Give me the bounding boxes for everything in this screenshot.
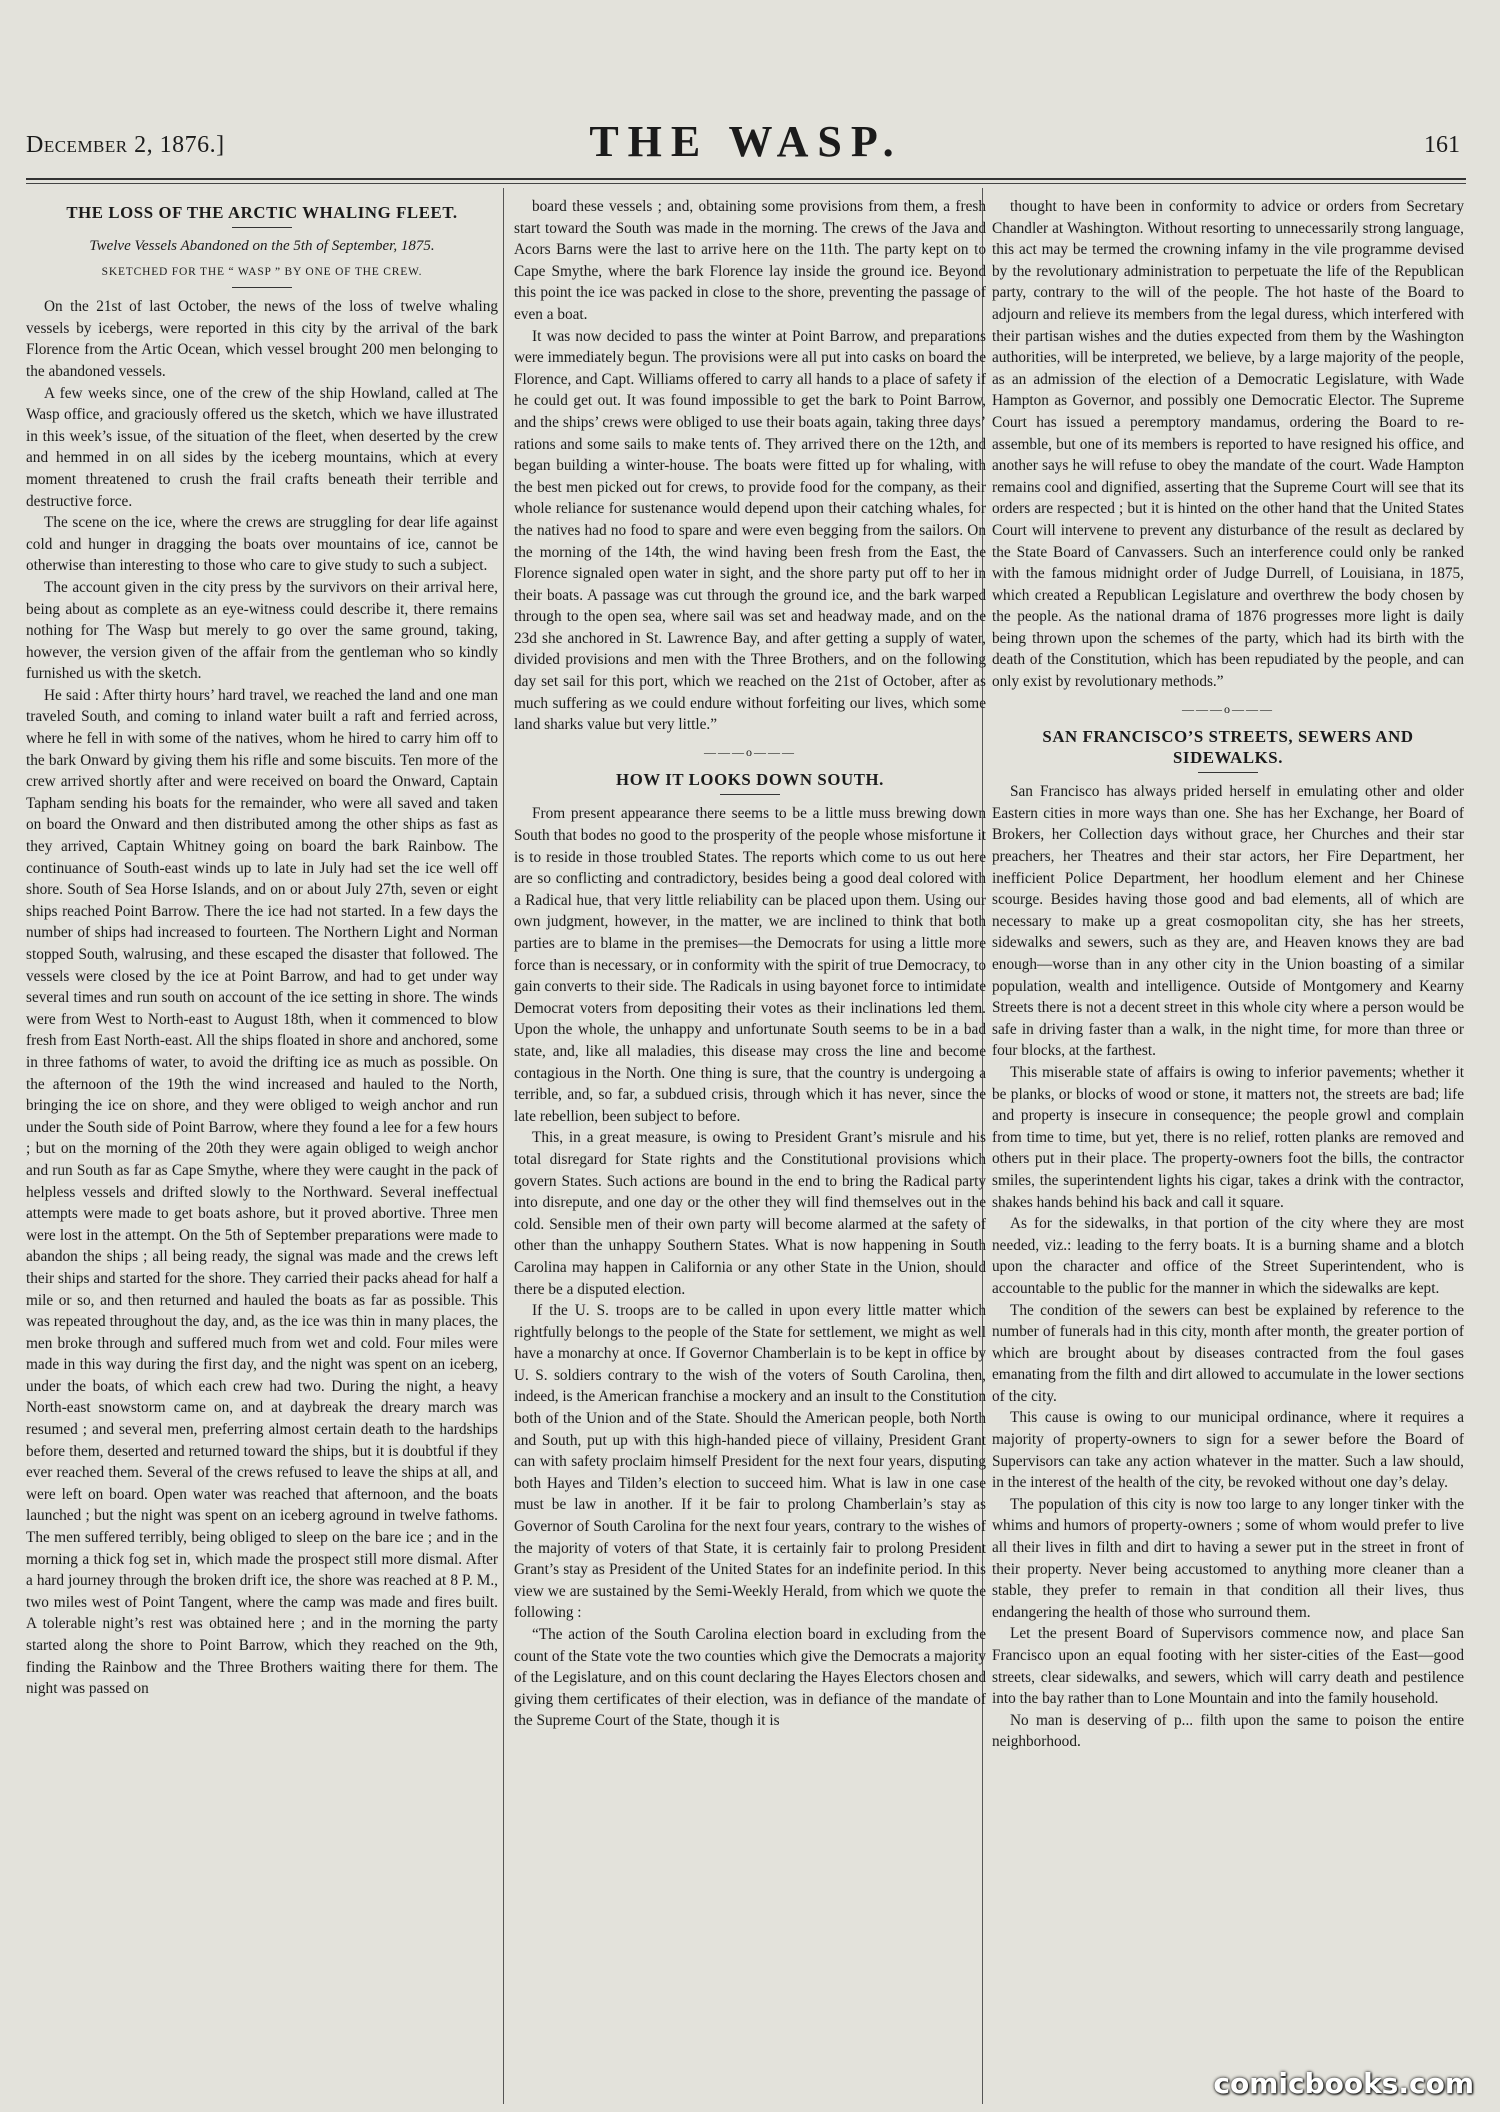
subhead-whaling: Twelve Vessels Abandoned on the 5th of September, 1875. (89, 238, 435, 254)
paragraph: From present appearance there seems to be a little muss brewing down South that bodes no good to the prosperity of the people whose misfortune it is to reside in those troubled States. The reports which come to us out here are so conflicting and contradictory, besides being a good deal colored with a Radical hue, that very little reliability can be placed upon them. Using our own judgment, however, in the matter, we are inclined to think that both parties are to blame in the premises—the Democrats for using a little more force than is necessary, or in conformity with the spirit of true Democracy, to gain converts to their side. The Radicals in using bayonet force to intimidate Democrat voters from depositing their votes as their inclinations led them. Upon the whole, the unhappy and unfortunate South seems to be in a bad state, and, like all maladies, this disease may cross the line and become contagious in the North. One thing is sure, that the country is undergoing a terrible, and, so far, a subdued crisis, through which it has never, since the late rebellion, been subject to before. (514, 805, 986, 1125)
short-rule (720, 794, 780, 795)
paragraph: It was now decided to pass the winter at Point Barrow, and preparations were immediately begun. The provisions were all put into casks on board the Florence, and Capt. Williams offered to carry all hands to a place of safety if he could get out. It was found impossible to get the bark to Point Barrow, and the ships’ crews were obliged to use their boats again, taking three days’ rations and some sails to make tents of. They arrived there on the 12th, and began building a winter-house. The boats were fitted up for whaling, with the best men picked out for crews, to provide food for the company, as their whole reliance for sustenance would depend upon their catching whales, for the natives had no food to spare and were even begging from the sailors. On the morning of the 14th, the wind having been fresh from the East, the Florence signaled open water in sight, and the shore party put off to her in their boats. A passage was cut through the ground ice, and the bark warped through to the open sea, where sail was set and headway made, and on the 23d she anchored in St. Lawrence Bay, and after getting a supply of water, divided provisions and men with the Three Brothers, and on the following day set sail for this port, which we reached on the 21st of October, after as much suffering as we could endure without forfeiting our lives, which some land sharks value but very little.” (514, 327, 986, 734)
section-divider: ———o——— (1182, 701, 1274, 716)
short-rule (232, 227, 292, 228)
paragraph: The scene on the ice, where the crews are struggling for dear life against cold and hunger in dragging the boats over mountains of ice, cannot be otherwise than interesting to those who care to give study to such a subject. (26, 514, 498, 575)
whaling-body (26, 296, 498, 1700)
page-number: 161 (1424, 132, 1460, 158)
column-1 (26, 196, 498, 2106)
short-rule (232, 287, 292, 288)
streets-body (992, 781, 1464, 1753)
paragraph: San Francisco has always prided herself in emulating other and older Eastern cities in more ways than one. She has her Exchange, her Board of Brokers, her Collection days without grace, her Churches and their star preachers, her Theatres and their star actors, her Fire Department, her inefficient Police Department, her hoodlum element and her Chinese scourge. Besides having those good and bad elements, all of which are necessary to make up a great cosmopolitan city, she has her streets, sidewalks and sewers, such as they are, and Heaven knows they are bad enough—worse than in any other city in the Union boasting of a similar population, wealth and intelligence. Outside of Montgomery and Kearny Streets there is not a decent street in this whole city where a person would be safe in driving faster than a walk, in the night time, for more than three or four blocks, at the farthest. (992, 783, 1464, 1060)
paragraph: thought to have been in conformity to advice or orders from Secretary Chandler at Washington. Without resorting to unnecessarily strong language, this act may be termed the crowning infamy in the vile programme devised by the revolutionary administration to perpetuate the life of the Republican party, contrary to the will of the people. The hot haste of the Board to adjourn and relieve its members from the legal duress, which interfered with their partisan wishes and the duties expected from them by the Washington authorities, will be interpreted, we believe, by a large majority of the people, as an admission of the election of a Democratic Legislature, with Wade Hampton as Governor, and possibly one Democratic Elector. The Supreme Court has issued a peremptory mandamus, ordering the Board to re-assemble, but one of its members is reported to have resigned his office, and another says he will refuse to obey the mandate of the court. Wade Hampton remains cool and dignified, asserting that the Supreme Court will see that its orders are respected ; but it is hinted on the other hand that the United States Court will intervene to prevent any disturbance of the result as declared by the State Board of Canvassers. Such an interference could only be ranked with the famous midnight order of Judge Durrell, of Louisiana, in 1875, which created a Republican Legislature and overthrew the body chosen by the people. As the national drama of 1876 progresses more light is daily being thrown upon the schemes of the party, which had its birth with the death of the Constitution, which has been repudiated by the people, and can only exist by revolutionary methods.” (992, 198, 1464, 691)
masthead (26, 116, 1466, 172)
paragraph: The population of this city is now too large to any longer tinker with the whims and humors of property-owners ; some of whom would prefer to live all their lives in filth and dirt to having a sewer put in the street in front of their property. Never being accustomed to anything more cleaner than a stable, they prefer to remain in that condition all their lives, thus endangering the health of those who surround them. (992, 1495, 1464, 1621)
headline-whaling: THE LOSS OF THE ARCTIC WHALING FLEET. (66, 203, 458, 222)
paragraph: Let the present Board of Supervisors commence now, and place San Francisco upon an equal footing with her sister-cities of the East—good streets, clear sidewalks, and sewers, which will carry death and pestilence into the bay rather than to Lone Mountain and into the family household. (992, 1625, 1464, 1708)
paragraph: As for the sidewalks, in that portion of the city where they are most needed, viz.: leading to the ferry boats. It is a burning shame and a blotch upon the character and office of the Street Superintendent, who is accountable to the public for the manner in which the sidewalks are kept. (992, 1215, 1464, 1297)
south-body (514, 803, 986, 1732)
paragraph: board these vessels ; and, obtaining some provisions from them, a fresh start toward the South was made in the morning. The crews of the Java and Acors Barns were the last to arrive here on the 11th. The party kept on to Cape Smythe, where the bark Florence lay inside the ground ice. Beyond this point the ice was packed in close to the shore, preventing the passage of even a boat. (514, 198, 986, 323)
paragraph: A few weeks since, one of the crew of the ship Howland, called at The Wasp office, and graciously offered us the sketch, which we have illustrated in this week’s issue, of the situation of the fleet, when deserted by the crew and hemmed in on all sides by the iceberg mountains, which at every moment threatened to crush the frail crafts beneath their terrible and destructive force. (26, 384, 498, 510)
column-3 (992, 196, 1464, 2106)
masthead-rule (26, 178, 1466, 180)
column-2 (514, 196, 986, 2106)
paragraph: On the 21st of last October, the news of the loss of twelve whaling vessels by icebergs, were reported in this city by the arrival of the bark Florence from the Artic Ocean, which vessel brought 200 men belonging to the abandoned vessels. (26, 298, 498, 380)
paragraph: This cause is owing to our municipal ordinance, where it requires a majority of property-owners to sign for a sewer before the Board of Supervisors can take any action whatever in the matter. Such a law should, in the interest of the health of the city, be revoked without one day’s delay. (992, 1409, 1464, 1492)
whaling-body-continued (514, 196, 986, 736)
paragraph: He said : After thirty hours’ hard travel, we reached the land and one man traveled South, and coming to inland water built a raft and ferried across, where he fell in with some of the natives, whom he hired to carry him off to the bark Onward by giving them his rifle and some biscuits. Ten more of the crew arrived shortly after and were received on board the Onward, Captain Tapham sending his boats for the remainder, who were all saved and taken on board the Onward and then distributed among the other ships as fast as they arrived, Captain Whitney going on board the bark Rainbow. The continuance of South-east winds up to late in July had set the ice well off shore. South of Sea Horse Islands, and on or about July 27th, seven or eight ships reached Point Barrow. There the ice had not started. In a few days the number of ships had increased to fourteen. The Northern Light and Norman stopped South, walrusing, and these escaped the disaster that followed. The vessels were closed by the ice at Point Barrow, and had to get under way several times and run south on account of the ice setting in shore. The winds were from West to North-east to August 18th, when it commenced to blow fresh from East North-east. All the ships floated in shore and anchored, some in three fathoms of water, to avoid the drifting ice as much as possible. On the afternoon of the 19th the wind increased and hauled to the North, bringing the ice on shore, and they were obliged to weigh anchor and run under the South side of Point Barrow, where they found a lee for a few hours ; but on the morning of the 20th they were again obliged to weigh anchor and run South as far as Cape Smythe, where they were caught in the pack of helpless vessels and drifted slowly to the Northward. Several ineffectual attempts were made to get boats ashore, but it proved abortive. Three men were lost in the attempt. On the 5th of September preparations were made to abandon the ships ; all being ready, the signal was made and the crews left their ships and started for the shore. They carried their packs ahead for half a mile or so, and then returned and hauled the boats as far as possible. This was repeated throughout the day, and, as the ice was thin in many places, the men broke through and suffered much from wet and cold. Four miles were made in this way during the first day, and the night was spent on an iceberg, under the boats, of which each crew had two. During the night, a heavy North-east snowstorm came on, and at daybreak the dreary march was resumed ; and several men, preferring almost certain death to the hardships before them, deserted and returned toward the ships, but it is doubtful if they ever reached them. Several of the crews refused to leave the ships at all, and were left on board. Open water was reached that afternoon, and the boats launched ; but the night was spent on an iceberg aground in twelve fathoms. The men suffered terribly, being obliged to sleep on the bare ice ; and in the morning a thick fog set in, which made the prospect still more dismal. After a hard journey through the broken drift ice, the shore was reached at 8 P. M., two miles west of Point Tangent, where the camp was made and fires built. A tolerable night’s rest was obtained here ; and in the morning the party started along the shore to Point Barrow, which they reached on the 9th, finding the Rainbow and the Three Brothers waiting there for them. The night was passed on (26, 686, 498, 1698)
issue-date: December 2, 1876.] (26, 132, 225, 158)
section-divider: ———o——— (704, 744, 796, 759)
publication-title: THE WASP. (589, 117, 903, 166)
paragraph: The condition of the sewers can best be explained by reference to the number of funerals had in this city, month after month, the greater portion of which are brought about by diseases contracted from the foul gases emanating from the filth and dirt allowed to accumulate in the lower sections of the city. (992, 1301, 1464, 1405)
column-divider (503, 188, 504, 2104)
paragraph: “The action of the South Carolina election board in excluding from the count of the State vote the two counties which give the Democrats a majority of the Legislature, and on this count declaring the Hayes Electors chosen and giving them certificates of their election, was in defiance of the mandate of the Supreme Court of the State, though it is (514, 1626, 986, 1730)
paragraph: If the U. S. troops are to be called in upon every little matter which rightfully belongs to the people of the State for settlement, we might as well have a monarchy at once. If Governor Chamberlain is to be kept in office by U. S. soldiers contrary to the wish of the voters of South Carolina, then, indeed, is the American franchise a mockery and an insult to the Constitution both of the Union and of the State. Should the American people, both North and South, put up with this high-handed piece of villainy, President Grant can with safety proclaim himself President for the next four years, disputing both Hayes and Tilden’s election to succeed him. What is law in one case must be law in another. If it be fair to prolong Chamberlain’s stay as Governor of South Carolina for the next four years, contrary to the wishes of the majority of voters of that State, it is certainly fair to prolong President Grant’s stay as President of the United States for an indefinite period. In this view we are sustained by the Semi-Weekly Herald, from which we quote the following : (514, 1302, 986, 1622)
paragraph: No man is deserving of p... filth upon the same to poison the entire neighborhood. (992, 1711, 1464, 1751)
headline-streets: SAN FRANCISCO’S STREETS, SEWERS AND SIDEWALKS. (1042, 727, 1414, 768)
byline-whaling: SKETCHED FOR THE “ WASP ” BY ONE OF THE CREW. (101, 265, 423, 278)
watermark: comicbooks.com (1213, 2067, 1474, 2100)
masthead-rule-thin (26, 183, 1466, 184)
short-rule (1198, 772, 1258, 773)
paragraph: This, in a great measure, is owing to President Grant’s misrule and his total disregard for State rights and the Constitutional provisions which govern States. Such actions are bound in the end to bring the Radical party into disrepute, and one day or the other they will find themselves out in the cold. Sensible men of their own party will become alarmed at the safety of other than the unhappy Southern States. What is now happening in South Carolina may happen in California or any other State in the Union, should there be a disputed election. (514, 1129, 986, 1298)
paragraph: This miserable state of affairs is owing to inferior pavements; whether it be planks, or blocks of wood or stone, it matters not, the streets are bad; life and property is insecure in consequence; the people growl and complain from time to time, but yet, there is no relief, rotten planks are removed and others put in their place. The property-owners foot the bills, the contractor smiles, the superintendent lights his cigar, takes a drink with the contractor, shakes hands behind his back and call it square. (992, 1063, 1464, 1211)
south-body-continued (992, 196, 1464, 693)
headline-south: HOW IT LOOKS DOWN SOUTH. (616, 770, 884, 790)
paragraph: The account given in the city press by the survivors on their arrival here, being about as complete as an eye-witness could describe it, there remains nothing for The Wasp but merely to go over the same ground, taking, however, the version given of the affair from the gentleman who so kindly furnished us with the sketch. (26, 578, 498, 683)
